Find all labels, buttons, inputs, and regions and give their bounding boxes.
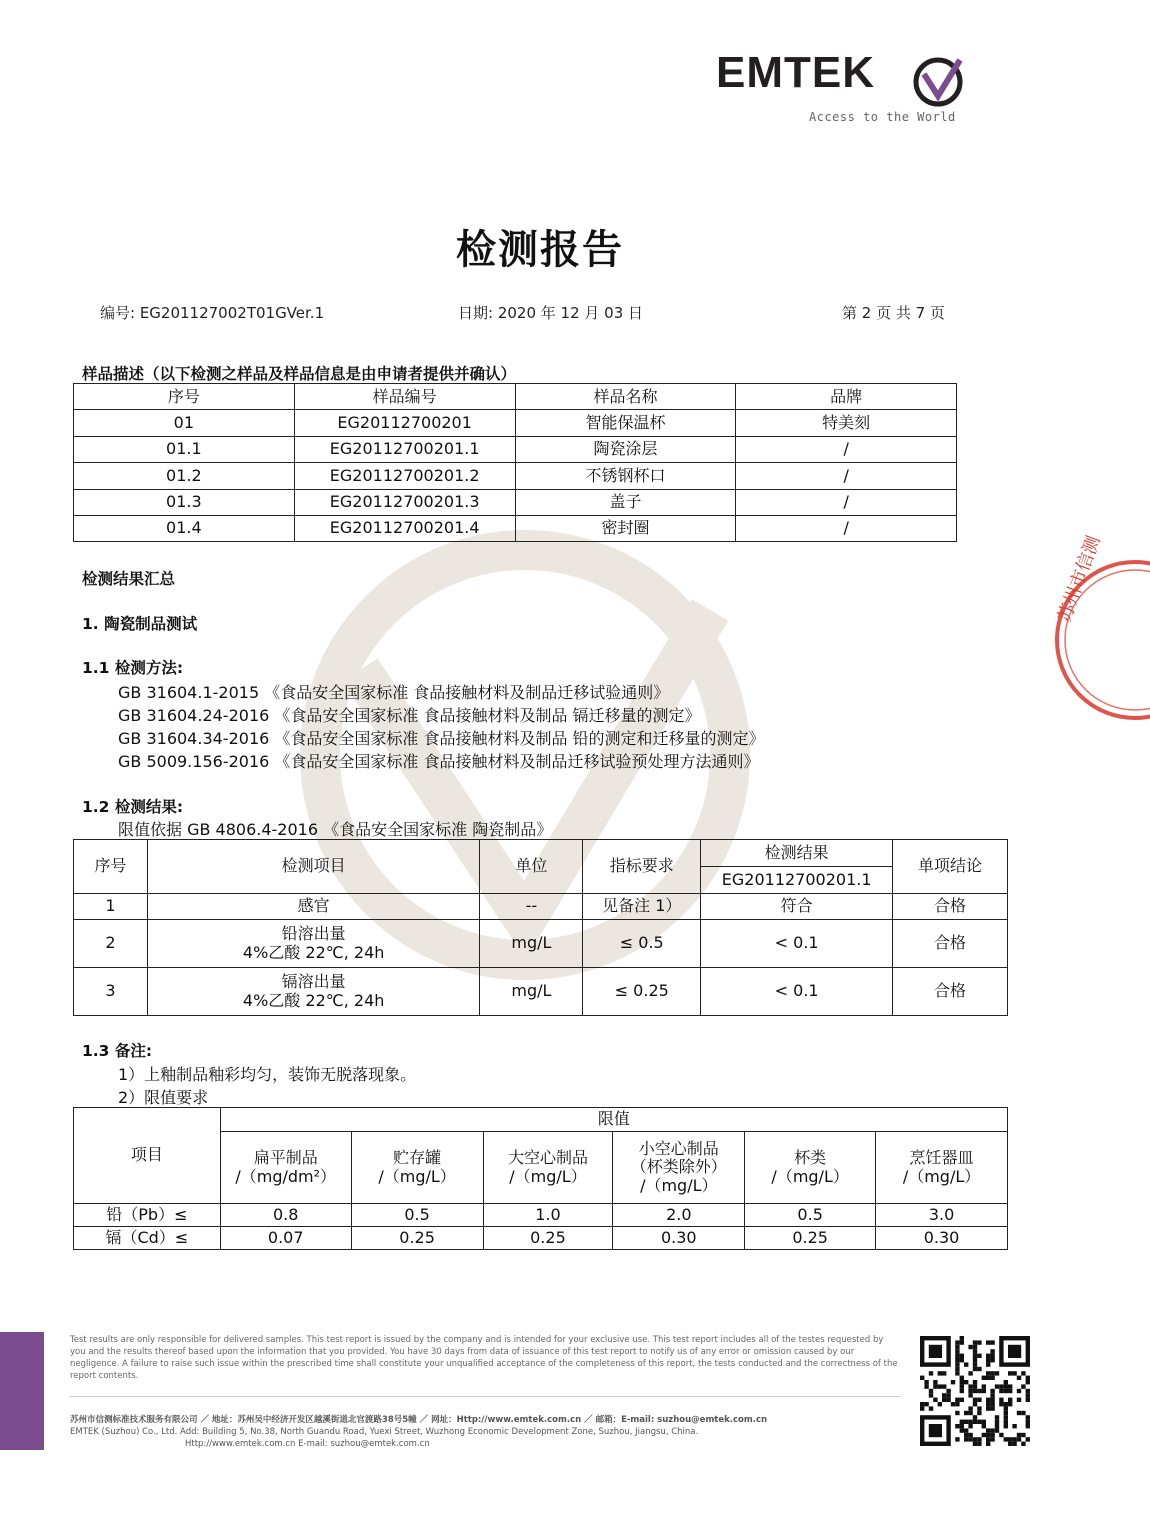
- footer-web: Http://www.emtek.com.cn E-mail: suzhou@emtek.com.cn: [185, 1439, 430, 1449]
- col-header-line: 贮存罐: [393, 1148, 442, 1168]
- cell: EG20112700201.4: [294, 515, 515, 541]
- col-header-line: /（mg/L）: [771, 1166, 849, 1186]
- cell: mg/L: [480, 920, 583, 968]
- cell: /: [736, 463, 957, 489]
- cell: < 0.1: [701, 920, 893, 968]
- col-header-line: 扁平制品: [253, 1148, 318, 1168]
- note-line: 1）上釉制品釉彩均匀，装饰无脱落现象。: [118, 1065, 417, 1084]
- cell: 0.25: [483, 1227, 613, 1250]
- col-header: 样品名称: [515, 384, 736, 410]
- footer-address-en: EMTEK (Suzhou) Co., Ltd. Add: Building 5, No.38, North Guandu Road, Yuexi Street, Wuzhong Economic Development Zone, Suzhou, Jiangsu, China.: [70, 1427, 699, 1437]
- cell: /: [736, 489, 957, 515]
- page-indicator: 第 2 页 共 7 页: [842, 304, 945, 322]
- col-header: [220, 1132, 351, 1204]
- cell: 2.0: [613, 1204, 745, 1227]
- col-header-line: /（mg/L）: [378, 1166, 456, 1186]
- results-heading: 1.2 检测结果:: [82, 798, 184, 816]
- company-seal-icon: [1050, 533, 1150, 725]
- cell: 0.8: [220, 1204, 351, 1227]
- col-header: [745, 1132, 876, 1204]
- col-header-line: 杯类: [794, 1148, 827, 1168]
- method-line: GB 5009.156-2016 《食品安全国家标准 食品接触材料及制品迁移试验预处理方法通则》: [118, 752, 760, 771]
- cell: 密封圈: [515, 515, 736, 541]
- cell-line: 4%乙酸 22℃, 24h: [242, 942, 385, 962]
- col-header-line: /（mg/L）: [640, 1175, 718, 1195]
- footer-accent-bar: [0, 1332, 44, 1450]
- cell: 感官: [147, 894, 480, 920]
- footer-disclaimer: Test results are only responsible for delivered samples. This test report is issued by the company and is intended for your exclusive use. This test report includes all of the testes requested by you and the results thereof based upon the information that you provided. You have 30 days from data of issuance of this test report to notify us of any error or omission caused by our negligence. A failure to raise such issue within the prescribed time shall constitute your unqualified acceptance of the completeness of this report, the tests conducted and the correctness of the report contents.: [70, 1335, 898, 1381]
- method-line: GB 31604.24-2016 《食品安全国家标准 食品接触材料及制品 镉迁移量的测定》: [118, 706, 701, 725]
- method-line: GB 31604.34-2016 《食品安全国家标准 食品接触材料及制品 铅的测定和迁移量的测定》: [118, 729, 765, 748]
- cell: 2: [74, 920, 148, 968]
- cell: 合格: [893, 968, 1008, 1016]
- cell: 符合: [701, 894, 893, 920]
- cell: mg/L: [480, 968, 583, 1016]
- cell: [147, 968, 480, 1016]
- table-header-row: [74, 384, 957, 410]
- cell: 合格: [893, 920, 1008, 968]
- col-header: [876, 1132, 1008, 1204]
- cell: < 0.1: [701, 968, 893, 1016]
- method-heading: 1.1 检测方法:: [82, 659, 184, 677]
- cell: 0.25: [351, 1227, 483, 1250]
- col-header: EG20112700201.1: [701, 867, 893, 894]
- table-header-row: [74, 840, 1008, 867]
- cell: 见备注 1）: [583, 894, 701, 920]
- col-header: 品牌: [736, 384, 957, 410]
- cell: 3: [74, 968, 148, 1016]
- logo-brand: EMTEK: [716, 48, 875, 97]
- col-header: [483, 1132, 613, 1204]
- cell: /: [736, 515, 957, 541]
- sample-table: [73, 383, 957, 542]
- col-header: 单项结论: [893, 840, 1008, 894]
- cell: 01.1: [74, 436, 295, 462]
- cell: 0.5: [745, 1204, 876, 1227]
- method-line: GB 31604.1-2015 《食品安全国家标准 食品接触材料及制品迁移试验通则》: [118, 683, 670, 702]
- row-label: 铅（Pb）≤: [74, 1204, 221, 1227]
- col-header: [613, 1132, 745, 1204]
- cell: 0.30: [613, 1227, 745, 1250]
- logo-check-icon: [912, 52, 968, 108]
- cell: EG20112700201.3: [294, 489, 515, 515]
- col-header-line: /（mg/L）: [509, 1166, 587, 1186]
- sample-heading: 样品描述（以下检测之样品及样品信息是由申请者提供并确认）: [82, 365, 517, 383]
- col-header: 检测项目: [147, 840, 480, 894]
- note-line: 2）限值要求: [118, 1088, 209, 1107]
- summary-heading: 检测结果汇总: [82, 570, 176, 588]
- cell: 01: [74, 410, 295, 436]
- cell: 0.07: [220, 1227, 351, 1250]
- table-row: [74, 894, 1008, 920]
- limit-table: [73, 1107, 1008, 1250]
- cell: 特美刻: [736, 410, 957, 436]
- results-table: [73, 839, 1008, 1016]
- row-label: 镉（Cd）≤: [74, 1227, 221, 1250]
- cell: 盖子: [515, 489, 736, 515]
- table-row: [74, 1227, 1008, 1250]
- col-header: 序号: [74, 384, 295, 410]
- col-header: 限值: [220, 1108, 1007, 1132]
- notes-heading: 1.3 备注:: [82, 1042, 153, 1060]
- cell-line: 镉溶出量: [281, 972, 346, 992]
- table-row: [74, 920, 1008, 968]
- page-title: 检测报告: [456, 226, 624, 273]
- svg-text:苏州市信测: 苏州市信测: [1054, 533, 1105, 625]
- col-header: 指标要求: [583, 840, 701, 894]
- cell: 陶瓷涂层: [515, 436, 736, 462]
- col-header-line: 小空心制品: [638, 1138, 719, 1158]
- table-row: [74, 1204, 1008, 1227]
- cell: EG20112700201.2: [294, 463, 515, 489]
- footer-divider: [70, 1396, 900, 1397]
- cell: 1.0: [483, 1204, 613, 1227]
- col-header: 项目: [74, 1108, 221, 1204]
- company-logo: [716, 48, 976, 128]
- col-header: 单位: [480, 840, 583, 894]
- cell: EG20112700201.1: [294, 436, 515, 462]
- cell: 3.0: [876, 1204, 1008, 1227]
- cell-line: 4%乙酸 22℃, 24h: [242, 990, 385, 1010]
- cell: 0.5: [351, 1204, 483, 1227]
- table-row: [74, 489, 957, 515]
- section-heading: 1. 陶瓷制品测试: [82, 615, 198, 633]
- cell: 0.30: [876, 1227, 1008, 1250]
- qr-code-icon: [920, 1336, 1030, 1446]
- cell: /: [736, 436, 957, 462]
- table-row: [74, 463, 957, 489]
- col-header: 检测结果: [701, 840, 893, 867]
- report-number: 编号: EG201127002T01GVer.1: [100, 304, 325, 322]
- cell: 1: [74, 894, 148, 920]
- cell: 智能保温杯: [515, 410, 736, 436]
- results-basis: 限值依据 GB 4806.4-2016 《食品安全国家标准 陶瓷制品》: [118, 820, 553, 839]
- cell: 0.25: [745, 1227, 876, 1250]
- cell: 不锈钢杯口: [515, 463, 736, 489]
- cell: EG20112700201: [294, 410, 515, 436]
- table-header-row: [74, 1108, 1008, 1132]
- logo-tagline: Access to the World: [809, 110, 956, 124]
- cell: [147, 920, 480, 968]
- col-header-line: /（mg/dm²）: [235, 1166, 337, 1186]
- footer-address: [70, 1414, 910, 1450]
- col-header-line: /（mg/L）: [902, 1166, 981, 1186]
- col-header: [351, 1132, 483, 1204]
- cell: 01.2: [74, 463, 295, 489]
- col-header: 样品编号: [294, 384, 515, 410]
- table-row: [74, 436, 957, 462]
- col-header-line: （杯类除外）: [630, 1157, 727, 1177]
- cell: 01.3: [74, 489, 295, 515]
- col-header: 序号: [74, 840, 148, 894]
- cell: 01.4: [74, 515, 295, 541]
- table-row: [74, 515, 957, 541]
- cell: 合格: [893, 894, 1008, 920]
- col-header-line: 烹饪器皿: [909, 1148, 974, 1168]
- table-row: [74, 968, 1008, 1016]
- report-date: 日期: 2020 年 12 月 03 日: [458, 304, 644, 322]
- cell: ≤ 0.25: [583, 968, 701, 1016]
- cell: ≤ 0.5: [583, 920, 701, 968]
- footer-address-cn: 苏州市信测标准技术服务有限公司 ／ 地址：苏州吴中经济开发区越溪街道北官渡路38号5幢 ／ 网址：Http://www.emtek.com.cn ／ 邮箱：E-mail: suzhou@emtek.com.cn: [70, 1415, 768, 1425]
- table-row: [74, 410, 957, 436]
- col-header-line: 大空心制品: [507, 1148, 588, 1168]
- cell: --: [480, 894, 583, 920]
- cell-line: 铅溶出量: [281, 924, 346, 944]
